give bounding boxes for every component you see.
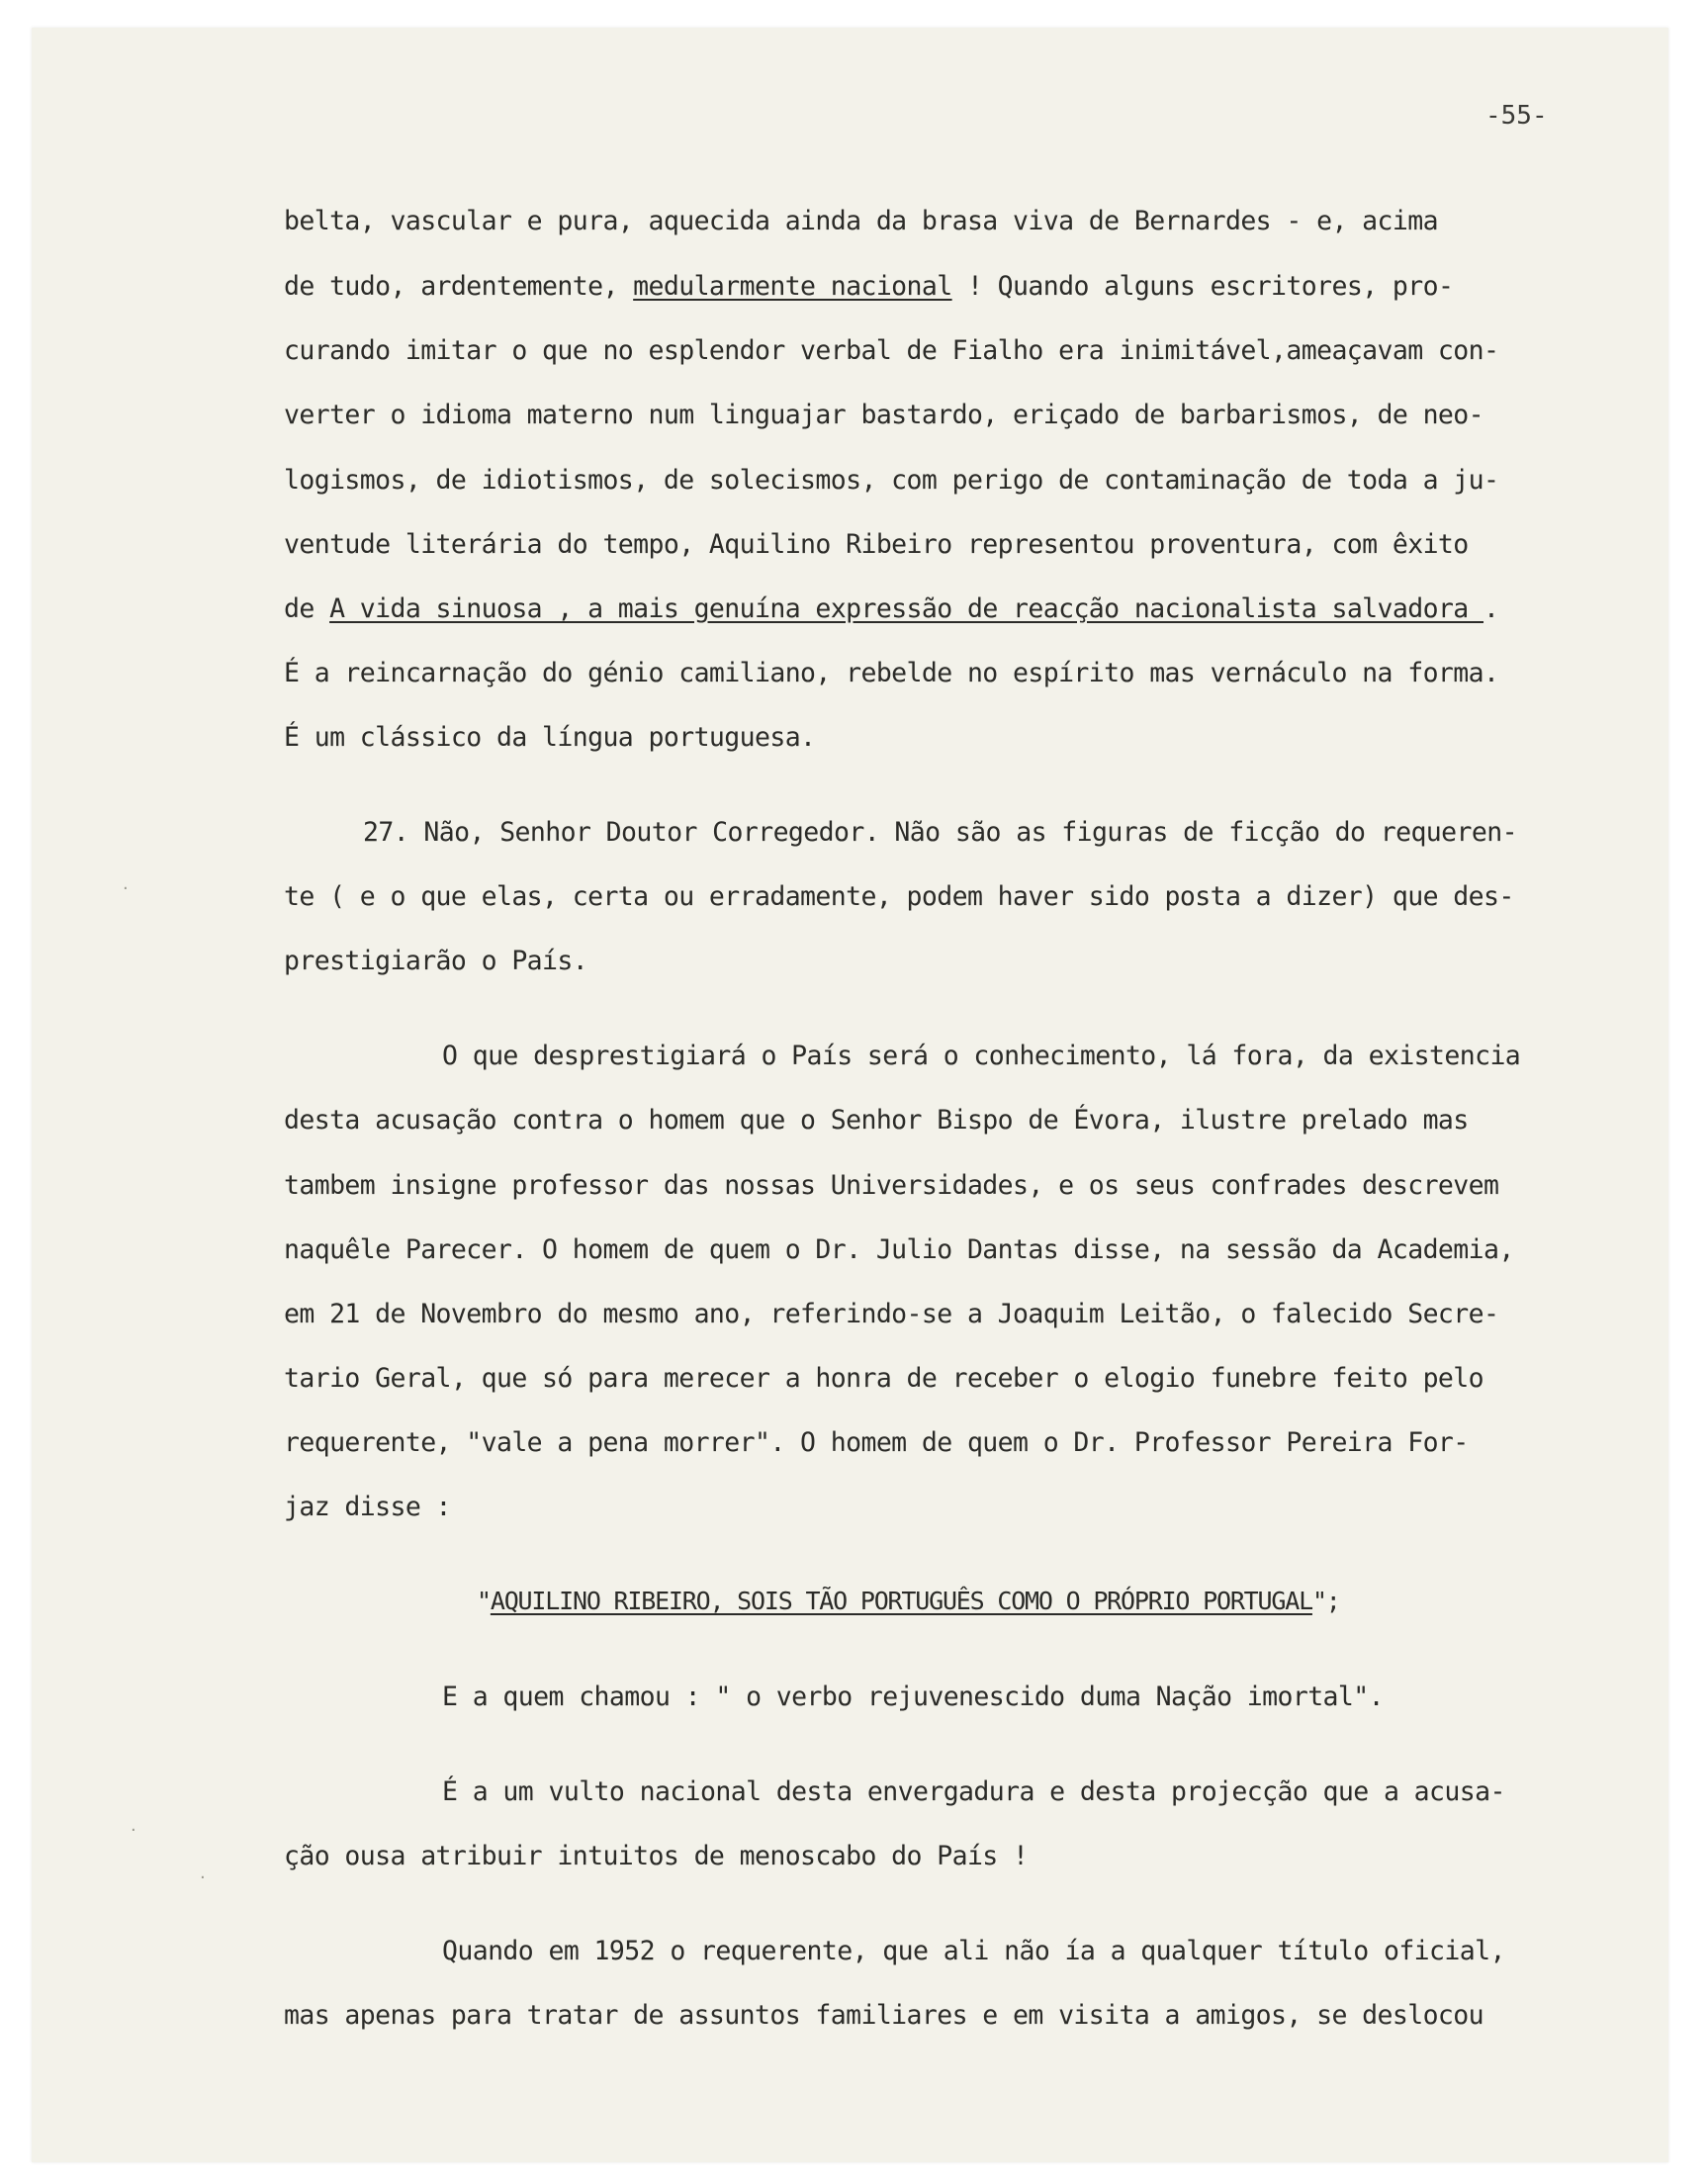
text-line: te ( e o que elas, certa ou erradamente, podem haver sido posta a dizer) que des- bbox=[284, 881, 1514, 912]
text-line: requerente, "vale a pena morrer". O homem de quem o Dr. Professor Pereira For- bbox=[284, 1427, 1469, 1458]
text-span: . bbox=[1483, 593, 1499, 624]
text-line: mas apenas para tratar de assuntos familiares e em visita a amigos, se deslocou bbox=[284, 2000, 1483, 2031]
text-span: de bbox=[284, 593, 330, 624]
text-line: verter o idioma materno num linguajar bastardo, eriçado de barbarismos, de neo- bbox=[284, 400, 1483, 430]
text-line: É um clássico da língua portuguesa. bbox=[284, 722, 816, 753]
text-line: Quando em 1952 o requerente, que ali não ía a qualquer título oficial, bbox=[442, 1936, 1505, 1966]
text-line: belta, vascular e pura, aquecida ainda da brasa viva de Bernardes - e, acima bbox=[284, 206, 1438, 236]
page-number: -55- bbox=[1485, 101, 1548, 131]
text-line: desta acusação contra o homem que o Senhor Bispo de Évora, ilustre prelado mas bbox=[284, 1105, 1469, 1136]
text-line: tario Geral, que só para merecer a honra de receber o elogio funebre feito pelo bbox=[284, 1363, 1483, 1394]
text-line: ventude literária do tempo, Aquilino Ribeiro representou proventura, com êxito bbox=[284, 529, 1469, 560]
document-page bbox=[32, 28, 1668, 2162]
text-span: "; bbox=[1311, 1587, 1340, 1615]
text-span: " bbox=[477, 1587, 491, 1615]
text-line: É a reincarnação do génio camiliano, rebelde no espírito mas vernáculo na forma. bbox=[284, 658, 1499, 688]
text-line: em 21 de Novembro do mesmo ano, referindo-se a Joaquim Leitão, o falecido Secre- bbox=[284, 1299, 1499, 1329]
text-line: E a quem chamou : " o verbo rejuvenescido duma Nação imortal". bbox=[442, 1682, 1384, 1712]
underlined-text: medularmente nacional bbox=[633, 271, 952, 302]
underlined-text: A vida sinuosa , a mais genuína expressão de reacção nacionalista salvadora bbox=[329, 593, 1484, 624]
text-line: prestigiarão o País. bbox=[284, 946, 588, 976]
text-line: naquêle Parecer. O homem de quem o Dr. Julio Dantas disse, na sessão da Academia, bbox=[284, 1234, 1514, 1265]
text-span: ! Quando alguns escritores, pro- bbox=[951, 271, 1454, 302]
text-line: tambem insigne professor das nossas Universidades, e os seus confrades descrevem bbox=[284, 1170, 1499, 1201]
margin-mark: · bbox=[131, 1820, 136, 1841]
text-line: É a um vulto nacional desta envergadura e desta projecção que a acusa- bbox=[442, 1776, 1505, 1807]
text-line: ção ousa atribuir intuitos de menoscabo do País ! bbox=[284, 1841, 1029, 1871]
text-line: O que desprestigiará o País será o conhecimento, lá fora, da existencia bbox=[442, 1041, 1521, 1071]
text-line: jaz disse : bbox=[284, 1492, 451, 1522]
paragraph-number-line: 27. Não, Senhor Doutor Corregedor. Não são as figuras de ficção do requeren- bbox=[363, 817, 1517, 848]
quoted-line bbox=[477, 1587, 1340, 1615]
margin-mark: · bbox=[123, 878, 129, 899]
text-line bbox=[284, 271, 1453, 302]
underlined-text: AQUILINO RIBEIRO, SOIS TÃO PORTUGUÊS COMO O PRÓPRIO PORTUGAL bbox=[490, 1587, 1312, 1615]
margin-mark: · bbox=[200, 1867, 206, 1888]
text-line bbox=[284, 593, 1498, 624]
text-line: curando imitar o que no esplendor verbal de Fialho era inimitável,ameaçavam con- bbox=[284, 335, 1499, 366]
text-span: de tudo, ardentemente, bbox=[284, 271, 634, 302]
text-line: logismos, de idiotismos, de solecismos, com perigo de contaminação de toda a ju- bbox=[284, 465, 1499, 496]
